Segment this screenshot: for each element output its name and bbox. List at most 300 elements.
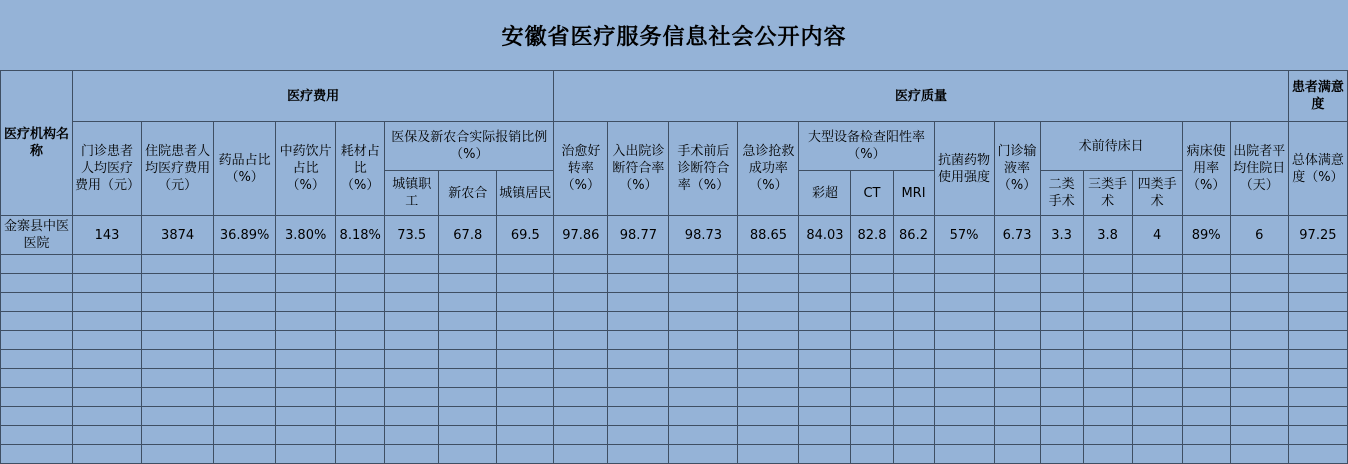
empty-cell[interactable] xyxy=(142,369,214,388)
empty-cell[interactable] xyxy=(336,388,385,407)
empty-cell[interactable] xyxy=(1230,255,1288,274)
empty-cell[interactable] xyxy=(738,255,799,274)
header-reimburse-urban-resident[interactable]: 城镇居民 xyxy=(497,171,554,216)
empty-cell[interactable] xyxy=(799,445,851,464)
empty-cell[interactable] xyxy=(893,350,934,369)
empty-cell[interactable] xyxy=(994,426,1040,445)
empty-cell[interactable] xyxy=(893,274,934,293)
empty-cell[interactable] xyxy=(214,369,276,388)
empty-cell[interactable] xyxy=(669,274,738,293)
cell-diag-match[interactable]: 98.77 xyxy=(608,216,669,255)
empty-cell[interactable] xyxy=(994,369,1040,388)
empty-cell[interactable] xyxy=(738,407,799,426)
empty-cell[interactable] xyxy=(738,293,799,312)
empty-cell[interactable] xyxy=(934,426,994,445)
empty-cell[interactable] xyxy=(497,350,554,369)
empty-cell[interactable] xyxy=(1040,426,1083,445)
header-reimburse-urban-worker[interactable]: 城镇职工 xyxy=(385,171,439,216)
empty-cell[interactable] xyxy=(1288,445,1347,464)
empty-cell[interactable] xyxy=(1288,388,1347,407)
empty-cell[interactable] xyxy=(1040,255,1083,274)
header-surgery-match[interactable]: 手术前后诊断符合率（%） xyxy=(669,122,738,216)
header-overall-satisfaction[interactable]: 总体满意度（%） xyxy=(1288,122,1347,216)
empty-cell[interactable] xyxy=(1,445,73,464)
header-institution[interactable]: 医疗机构名称 xyxy=(1,71,73,216)
empty-cell[interactable] xyxy=(142,274,214,293)
empty-cell[interactable] xyxy=(1,293,73,312)
empty-cell[interactable] xyxy=(1,255,73,274)
empty-cell[interactable] xyxy=(142,426,214,445)
sheet-title-cell[interactable] xyxy=(0,0,1348,71)
header-equip-mri[interactable]: MRI xyxy=(893,171,934,216)
cell-rescue-rate[interactable]: 88.65 xyxy=(738,216,799,255)
header-group-cost[interactable]: 医疗费用 xyxy=(73,71,554,122)
empty-cell[interactable] xyxy=(994,293,1040,312)
header-group-satisfaction[interactable]: 患者满意度 xyxy=(1288,71,1347,122)
empty-cell[interactable] xyxy=(851,445,893,464)
empty-cell[interactable] xyxy=(934,312,994,331)
empty-cell[interactable] xyxy=(497,407,554,426)
empty-cell[interactable] xyxy=(1132,274,1182,293)
empty-cell[interactable] xyxy=(497,388,554,407)
cell-surgery-match[interactable]: 98.73 xyxy=(669,216,738,255)
empty-cell[interactable] xyxy=(439,331,497,350)
cell-equip-ct[interactable]: 82.8 xyxy=(851,216,893,255)
empty-cell[interactable] xyxy=(214,274,276,293)
empty-cell[interactable] xyxy=(669,255,738,274)
empty-cell[interactable] xyxy=(385,388,439,407)
empty-cell[interactable] xyxy=(608,331,669,350)
empty-cell[interactable] xyxy=(799,255,851,274)
empty-cell[interactable] xyxy=(1230,445,1288,464)
empty-cell[interactable] xyxy=(73,388,142,407)
empty-cell[interactable] xyxy=(1182,331,1230,350)
empty-cell[interactable] xyxy=(1182,255,1230,274)
empty-cell[interactable] xyxy=(1,274,73,293)
empty-cell[interactable] xyxy=(1182,293,1230,312)
empty-cell[interactable] xyxy=(1132,255,1182,274)
empty-cell[interactable] xyxy=(608,293,669,312)
empty-cell[interactable] xyxy=(1083,293,1132,312)
empty-cell[interactable] xyxy=(1083,369,1132,388)
empty-cell[interactable] xyxy=(73,350,142,369)
header-preop-class4[interactable]: 四类手术 xyxy=(1132,171,1182,216)
empty-cell[interactable] xyxy=(439,369,497,388)
header-preop-group[interactable]: 术前待床日 xyxy=(1040,122,1182,171)
empty-cell[interactable] xyxy=(554,369,608,388)
empty-cell[interactable] xyxy=(497,274,554,293)
empty-cell[interactable] xyxy=(893,312,934,331)
empty-cell[interactable] xyxy=(1132,388,1182,407)
empty-cell[interactable] xyxy=(1040,369,1083,388)
empty-cell[interactable] xyxy=(497,369,554,388)
empty-cell[interactable] xyxy=(1132,350,1182,369)
header-inpatient-cost[interactable]: 住院患者人均医疗费用（元） xyxy=(142,122,214,216)
empty-cell[interactable] xyxy=(385,426,439,445)
empty-cell[interactable] xyxy=(994,255,1040,274)
empty-cell[interactable] xyxy=(851,255,893,274)
header-bed-usage[interactable]: 病床使用率（%） xyxy=(1182,122,1230,216)
empty-cell[interactable] xyxy=(738,369,799,388)
empty-cell[interactable] xyxy=(1182,274,1230,293)
empty-cell[interactable] xyxy=(994,445,1040,464)
empty-cell[interactable] xyxy=(669,350,738,369)
empty-cell[interactable] xyxy=(669,426,738,445)
empty-cell[interactable] xyxy=(497,312,554,331)
empty-cell[interactable] xyxy=(1,388,73,407)
header-drug-ratio[interactable]: 药品占比（%） xyxy=(214,122,276,216)
empty-cell[interactable] xyxy=(276,274,336,293)
cell-inpatient-cost[interactable]: 3874 xyxy=(142,216,214,255)
header-preop-class2[interactable]: 二类手术 xyxy=(1040,171,1083,216)
empty-cell[interactable] xyxy=(608,255,669,274)
cell-institution[interactable]: 金寨县中医医院 xyxy=(1,216,73,255)
empty-cell[interactable] xyxy=(1288,350,1347,369)
empty-cell[interactable] xyxy=(142,312,214,331)
empty-cell[interactable] xyxy=(608,274,669,293)
empty-cell[interactable] xyxy=(385,255,439,274)
empty-cell[interactable] xyxy=(1132,369,1182,388)
empty-cell[interactable] xyxy=(994,274,1040,293)
empty-cell[interactable] xyxy=(276,369,336,388)
empty-cell[interactable] xyxy=(276,350,336,369)
header-group-quality[interactable]: 医疗质量 xyxy=(554,71,1288,122)
empty-cell[interactable] xyxy=(934,407,994,426)
empty-cell[interactable] xyxy=(1083,274,1132,293)
empty-cell[interactable] xyxy=(799,274,851,293)
empty-cell[interactable] xyxy=(336,255,385,274)
cell-consumable-ratio[interactable]: 8.18% xyxy=(336,216,385,255)
empty-cell[interactable] xyxy=(934,369,994,388)
empty-cell[interactable] xyxy=(214,312,276,331)
empty-cell[interactable] xyxy=(608,369,669,388)
empty-cell[interactable] xyxy=(385,331,439,350)
empty-cell[interactable] xyxy=(142,331,214,350)
cell-equip-mri[interactable]: 86.2 xyxy=(893,216,934,255)
empty-cell[interactable] xyxy=(738,312,799,331)
empty-cell[interactable] xyxy=(1288,255,1347,274)
empty-cell[interactable] xyxy=(799,407,851,426)
empty-cell[interactable] xyxy=(336,407,385,426)
empty-cell[interactable] xyxy=(497,426,554,445)
empty-cell[interactable] xyxy=(851,350,893,369)
empty-cell[interactable] xyxy=(1040,388,1083,407)
cell-preop-class3[interactable]: 3.8 xyxy=(1083,216,1132,255)
cell-cure-rate[interactable]: 97.86 xyxy=(554,216,608,255)
empty-cell[interactable] xyxy=(1182,388,1230,407)
cell-bed-usage[interactable]: 89% xyxy=(1182,216,1230,255)
empty-cell[interactable] xyxy=(554,312,608,331)
header-reimburse-group[interactable]: 医保及新农合实际报销比例（%） xyxy=(385,122,554,171)
empty-cell[interactable] xyxy=(336,426,385,445)
empty-cell[interactable] xyxy=(799,388,851,407)
header-equip-ultrasound[interactable]: 彩超 xyxy=(799,171,851,216)
empty-cell[interactable] xyxy=(608,426,669,445)
empty-cell[interactable] xyxy=(554,255,608,274)
empty-cell[interactable] xyxy=(439,255,497,274)
empty-cell[interactable] xyxy=(738,426,799,445)
empty-cell[interactable] xyxy=(1132,331,1182,350)
empty-cell[interactable] xyxy=(142,388,214,407)
empty-cell[interactable] xyxy=(73,255,142,274)
empty-cell[interactable] xyxy=(1288,331,1347,350)
empty-cell[interactable] xyxy=(1182,369,1230,388)
empty-cell[interactable] xyxy=(73,369,142,388)
empty-cell[interactable] xyxy=(1230,350,1288,369)
empty-cell[interactable] xyxy=(497,331,554,350)
empty-cell[interactable] xyxy=(1083,255,1132,274)
empty-cell[interactable] xyxy=(385,293,439,312)
empty-cell[interactable] xyxy=(1132,312,1182,331)
header-infusion-rate[interactable]: 门诊输液率（%） xyxy=(994,122,1040,216)
empty-cell[interactable] xyxy=(439,312,497,331)
empty-cell[interactable] xyxy=(554,331,608,350)
empty-cell[interactable] xyxy=(738,388,799,407)
empty-cell[interactable] xyxy=(1,369,73,388)
empty-cell[interactable] xyxy=(994,312,1040,331)
empty-cell[interactable] xyxy=(608,312,669,331)
empty-cell[interactable] xyxy=(1230,312,1288,331)
empty-cell[interactable] xyxy=(336,312,385,331)
empty-cell[interactable] xyxy=(214,350,276,369)
empty-cell[interactable] xyxy=(1288,369,1347,388)
empty-cell[interactable] xyxy=(1182,407,1230,426)
cell-infusion-rate[interactable]: 6.73 xyxy=(994,216,1040,255)
empty-cell[interactable] xyxy=(1040,312,1083,331)
empty-cell[interactable] xyxy=(799,331,851,350)
empty-cell[interactable] xyxy=(73,312,142,331)
empty-cell[interactable] xyxy=(439,445,497,464)
cell-reimburse-ncms[interactable]: 67.8 xyxy=(439,216,497,255)
empty-cell[interactable] xyxy=(554,274,608,293)
empty-cell[interactable] xyxy=(1040,445,1083,464)
empty-cell[interactable] xyxy=(893,445,934,464)
empty-cell[interactable] xyxy=(214,445,276,464)
empty-cell[interactable] xyxy=(73,293,142,312)
empty-cell[interactable] xyxy=(1230,407,1288,426)
empty-cell[interactable] xyxy=(385,350,439,369)
empty-cell[interactable] xyxy=(1083,312,1132,331)
empty-cell[interactable] xyxy=(608,388,669,407)
empty-cell[interactable] xyxy=(669,331,738,350)
empty-cell[interactable] xyxy=(142,293,214,312)
empty-cell[interactable] xyxy=(73,274,142,293)
empty-cell[interactable] xyxy=(73,331,142,350)
empty-cell[interactable] xyxy=(1132,407,1182,426)
empty-cell[interactable] xyxy=(1,426,73,445)
empty-cell[interactable] xyxy=(1083,426,1132,445)
header-cure-rate[interactable]: 治愈好转率（%） xyxy=(554,122,608,216)
empty-cell[interactable] xyxy=(851,331,893,350)
empty-cell[interactable] xyxy=(851,312,893,331)
cell-herbal-ratio[interactable]: 3.80% xyxy=(276,216,336,255)
empty-cell[interactable] xyxy=(276,331,336,350)
empty-cell[interactable] xyxy=(73,407,142,426)
empty-cell[interactable] xyxy=(1288,312,1347,331)
empty-cell[interactable] xyxy=(276,312,336,331)
empty-cell[interactable] xyxy=(934,255,994,274)
empty-cell[interactable] xyxy=(385,274,439,293)
empty-cell[interactable] xyxy=(893,369,934,388)
empty-cell[interactable] xyxy=(1,407,73,426)
empty-cell[interactable] xyxy=(276,407,336,426)
empty-cell[interactable] xyxy=(336,350,385,369)
empty-cell[interactable] xyxy=(554,350,608,369)
empty-cell[interactable] xyxy=(1230,388,1288,407)
empty-cell[interactable] xyxy=(669,312,738,331)
cell-reimburse-urban-resident[interactable]: 69.5 xyxy=(497,216,554,255)
empty-cell[interactable] xyxy=(554,388,608,407)
empty-cell[interactable] xyxy=(799,426,851,445)
empty-cell[interactable] xyxy=(73,426,142,445)
empty-cell[interactable] xyxy=(336,445,385,464)
empty-cell[interactable] xyxy=(851,293,893,312)
empty-cell[interactable] xyxy=(276,293,336,312)
empty-cell[interactable] xyxy=(799,312,851,331)
empty-cell[interactable] xyxy=(142,350,214,369)
header-herbal-ratio[interactable]: 中药饮片占比（%） xyxy=(276,122,336,216)
empty-cell[interactable] xyxy=(738,274,799,293)
cell-drug-ratio[interactable]: 36.89% xyxy=(214,216,276,255)
empty-cell[interactable] xyxy=(1230,369,1288,388)
header-avg-stay[interactable]: 出院者平均住院日（天） xyxy=(1230,122,1288,216)
empty-cell[interactable] xyxy=(851,274,893,293)
empty-cell[interactable] xyxy=(497,445,554,464)
empty-cell[interactable] xyxy=(276,255,336,274)
empty-cell[interactable] xyxy=(1083,388,1132,407)
empty-cell[interactable] xyxy=(1182,312,1230,331)
empty-cell[interactable] xyxy=(336,331,385,350)
empty-cell[interactable] xyxy=(934,293,994,312)
empty-cell[interactable] xyxy=(669,369,738,388)
empty-cell[interactable] xyxy=(851,426,893,445)
empty-cell[interactable] xyxy=(934,445,994,464)
empty-cell[interactable] xyxy=(799,350,851,369)
empty-cell[interactable] xyxy=(1040,331,1083,350)
empty-cell[interactable] xyxy=(799,293,851,312)
empty-cell[interactable] xyxy=(385,407,439,426)
empty-cell[interactable] xyxy=(497,255,554,274)
empty-cell[interactable] xyxy=(554,293,608,312)
empty-cell[interactable] xyxy=(336,293,385,312)
empty-cell[interactable] xyxy=(1,350,73,369)
header-reimburse-ncms[interactable]: 新农合 xyxy=(439,171,497,216)
empty-cell[interactable] xyxy=(1230,331,1288,350)
empty-cell[interactable] xyxy=(439,407,497,426)
empty-cell[interactable] xyxy=(1288,426,1347,445)
empty-cell[interactable] xyxy=(851,369,893,388)
empty-cell[interactable] xyxy=(73,445,142,464)
empty-cell[interactable] xyxy=(608,350,669,369)
empty-cell[interactable] xyxy=(738,350,799,369)
header-antibiotic[interactable]: 抗菌药物使用强度 xyxy=(934,122,994,216)
empty-cell[interactable] xyxy=(1,312,73,331)
empty-cell[interactable] xyxy=(934,388,994,407)
header-equip-ct[interactable]: CT xyxy=(851,171,893,216)
empty-cell[interactable] xyxy=(1040,407,1083,426)
empty-cell[interactable] xyxy=(214,407,276,426)
empty-cell[interactable] xyxy=(994,407,1040,426)
empty-cell[interactable] xyxy=(1083,407,1132,426)
header-preop-class3[interactable]: 三类手术 xyxy=(1083,171,1132,216)
empty-cell[interactable] xyxy=(851,407,893,426)
empty-cell[interactable] xyxy=(893,331,934,350)
cell-outpatient-cost[interactable]: 143 xyxy=(73,216,142,255)
empty-cell[interactable] xyxy=(142,445,214,464)
header-outpatient-cost[interactable]: 门诊患者人均医疗费用（元） xyxy=(73,122,142,216)
header-consumable-ratio[interactable]: 耗材占比（%） xyxy=(336,122,385,216)
empty-cell[interactable] xyxy=(385,445,439,464)
empty-cell[interactable] xyxy=(385,369,439,388)
header-diag-match[interactable]: 入出院诊断符合率（%） xyxy=(608,122,669,216)
empty-cell[interactable] xyxy=(214,331,276,350)
empty-cell[interactable] xyxy=(1040,274,1083,293)
empty-cell[interactable] xyxy=(738,331,799,350)
empty-cell[interactable] xyxy=(497,293,554,312)
empty-cell[interactable] xyxy=(1288,293,1347,312)
empty-cell[interactable] xyxy=(893,407,934,426)
empty-cell[interactable] xyxy=(1230,293,1288,312)
empty-cell[interactable] xyxy=(276,388,336,407)
empty-cell[interactable] xyxy=(142,255,214,274)
empty-cell[interactable] xyxy=(669,293,738,312)
header-equip-group[interactable]: 大型设备检查阳性率（%） xyxy=(799,122,934,171)
empty-cell[interactable] xyxy=(439,426,497,445)
empty-cell[interactable] xyxy=(1182,350,1230,369)
empty-cell[interactable] xyxy=(994,388,1040,407)
empty-cell[interactable] xyxy=(1083,331,1132,350)
empty-cell[interactable] xyxy=(1132,293,1182,312)
empty-cell[interactable] xyxy=(214,293,276,312)
empty-cell[interactable] xyxy=(385,312,439,331)
cell-antibiotic[interactable]: 57% xyxy=(934,216,994,255)
cell-preop-class4[interactable]: 4 xyxy=(1132,216,1182,255)
cell-reimburse-urban-worker[interactable]: 73.5 xyxy=(385,216,439,255)
empty-cell[interactable] xyxy=(934,350,994,369)
empty-cell[interactable] xyxy=(893,255,934,274)
empty-cell[interactable] xyxy=(1288,407,1347,426)
empty-cell[interactable] xyxy=(1182,445,1230,464)
empty-cell[interactable] xyxy=(1,331,73,350)
cell-preop-class2[interactable]: 3.3 xyxy=(1040,216,1083,255)
empty-cell[interactable] xyxy=(893,426,934,445)
empty-cell[interactable] xyxy=(1083,350,1132,369)
empty-cell[interactable] xyxy=(276,426,336,445)
empty-cell[interactable] xyxy=(1132,445,1182,464)
empty-cell[interactable] xyxy=(934,274,994,293)
empty-cell[interactable] xyxy=(738,445,799,464)
empty-cell[interactable] xyxy=(214,255,276,274)
empty-cell[interactable] xyxy=(1132,426,1182,445)
empty-cell[interactable] xyxy=(554,426,608,445)
header-rescue-rate[interactable]: 急诊抢救成功率（%） xyxy=(738,122,799,216)
empty-cell[interactable] xyxy=(1288,274,1347,293)
empty-cell[interactable] xyxy=(799,369,851,388)
empty-cell[interactable] xyxy=(439,350,497,369)
empty-cell[interactable] xyxy=(336,274,385,293)
empty-cell[interactable] xyxy=(439,293,497,312)
empty-cell[interactable] xyxy=(1230,274,1288,293)
empty-cell[interactable] xyxy=(669,445,738,464)
empty-cell[interactable] xyxy=(1040,293,1083,312)
empty-cell[interactable] xyxy=(851,388,893,407)
empty-cell[interactable] xyxy=(554,445,608,464)
empty-cell[interactable] xyxy=(669,388,738,407)
empty-cell[interactable] xyxy=(214,388,276,407)
cell-equip-ultrasound[interactable]: 84.03 xyxy=(799,216,851,255)
empty-cell[interactable] xyxy=(439,274,497,293)
cell-overall-satisfaction[interactable]: 97.25 xyxy=(1288,216,1347,255)
